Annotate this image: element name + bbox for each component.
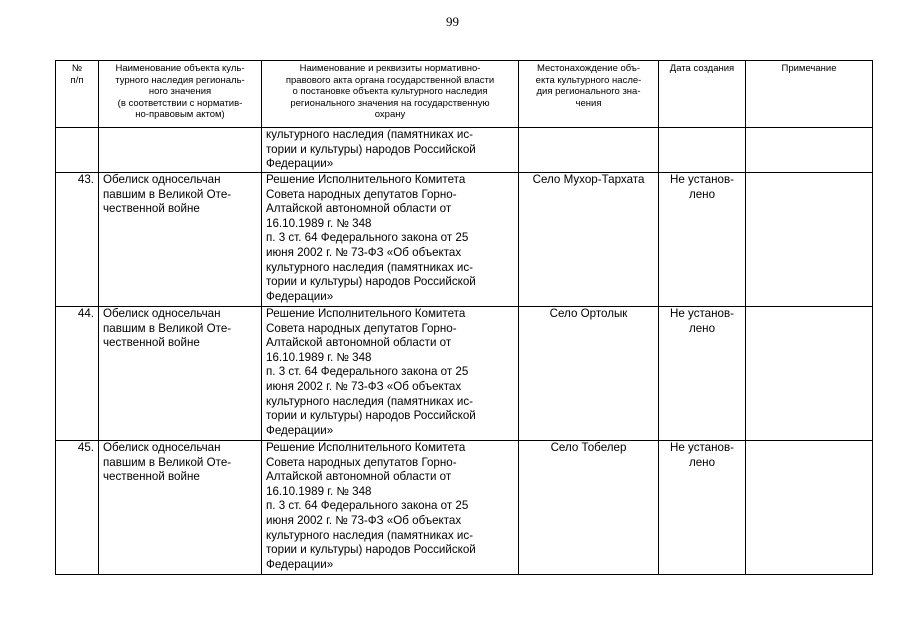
cell-creation-date: Не установ- лено <box>659 173 746 307</box>
header-object-name: Наименование объекта куль- турного наследия региональ- ного значения (в соответствии с норматив- но-правовым актом) <box>99 61 262 128</box>
cell-object-name: Обелиск односельчан павшим в Великой Оте- чественной войне <box>99 307 262 441</box>
cell-location: Село Мухор-Тархата <box>519 173 659 307</box>
header-legal-act: Наименование и реквизиты нормативно- правового акта органа государственной власти о постановке объекта культурного наследия регионального значения на государственную охрану <box>262 61 519 128</box>
page-number: 99 <box>446 14 459 29</box>
header-location: Местонахождение объ- екта культурного насле- дия регионального зна- чения <box>519 61 659 128</box>
cell-creation-date: Не установ- лено <box>659 307 746 441</box>
header-number: № п/п <box>56 61 99 128</box>
cell-location <box>519 128 659 173</box>
table-row-continuation <box>56 128 873 173</box>
cell-note <box>746 441 873 575</box>
cell-number: 44. <box>56 307 99 441</box>
cell-legal-act: Решение Исполнительного Комитета Совета народных депутатов Горно- Алтайской автономной области от 16.10.1989 г. № 348 п. 3 ст. 64 Федерального закона от 25 июня 2002 г. № 73-ФЗ «Об объектах культурного наследия (памятниках ис- тории и культуры) народов Российской Федерации» <box>262 441 519 575</box>
cell-note <box>746 307 873 441</box>
cell-number: 43. <box>56 173 99 307</box>
cell-creation-date <box>659 128 746 173</box>
cell-object-name: Обелиск односельчан павшим в Великой Оте- чественной войне <box>99 173 262 307</box>
cell-creation-date: Не установ- лено <box>659 441 746 575</box>
table-row <box>56 307 873 441</box>
cell-number: 45. <box>56 441 99 575</box>
heritage-registry-table <box>55 60 873 575</box>
header-creation-date: Дата создания <box>659 61 746 128</box>
cell-location: Село Ортолык <box>519 307 659 441</box>
cell-legal-act: культурного наследия (памятниках ис- тории и культуры) народов Российской Федерации» <box>262 128 519 173</box>
header-note: Примечание <box>746 61 873 128</box>
cell-object-name: Обелиск односельчан павшим в Великой Оте- чественной войне <box>99 441 262 575</box>
cell-object-name <box>99 128 262 173</box>
table-row <box>56 441 873 575</box>
cell-note <box>746 128 873 173</box>
cell-legal-act: Решение Исполнительного Комитета Совета народных депутатов Горно- Алтайской автономной области от 16.10.1989 г. № 348 п. 3 ст. 64 Федерального закона от 25 июня 2002 г. № 73-ФЗ «Об объектах культурного наследия (памятниках ис- тории и культуры) народов Российской Федерации» <box>262 173 519 307</box>
table-row <box>56 173 873 307</box>
cell-number <box>56 128 99 173</box>
cell-legal-act: Решение Исполнительного Комитета Совета народных депутатов Горно- Алтайской автономной области от 16.10.1989 г. № 348 п. 3 ст. 64 Федерального закона от 25 июня 2002 г. № 73-ФЗ «Об объектах культурного наследия (памятниках ис- тории и культуры) народов Российской Федерации» <box>262 307 519 441</box>
cell-location: Село Тобелер <box>519 441 659 575</box>
table-header-row <box>56 61 873 128</box>
cell-note <box>746 173 873 307</box>
